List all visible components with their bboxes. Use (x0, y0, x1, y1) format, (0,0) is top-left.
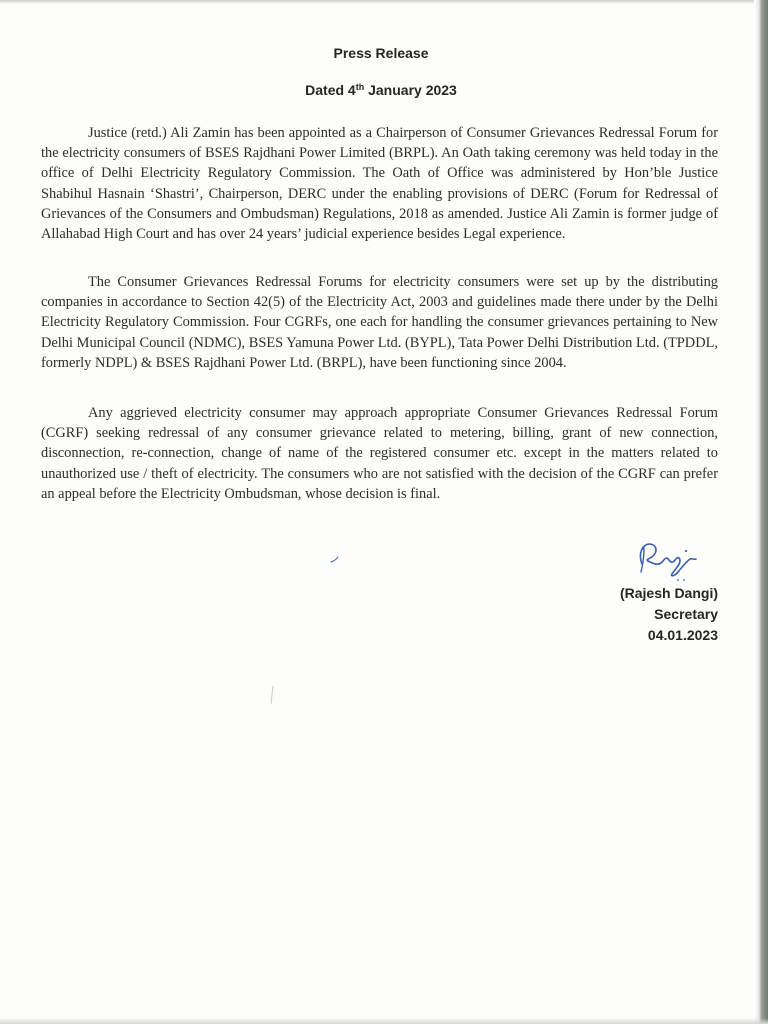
date-prefix: Dated 4 (305, 82, 356, 98)
scan-speck-mark (328, 552, 342, 566)
handwritten-signature (628, 534, 712, 584)
signatory-name: (Rajesh Dangi) (619, 585, 718, 601)
scan-speck-line (268, 684, 276, 706)
paragraph-appointment: Justice (retd.) Ali Zamin has been appointed as a Chairperson of Consumer Grievances Redressal Forum for the electricity consumers of BSES Rajdhani Power Limited (BRPL). An Oath taking ceremony was held today in the office of Delhi Electricity Regulatory Commission. The Oath of Office was administered by Hon’ble Justice Shabihul Hasnain ‘Shastri’, Chairperson, DERC under the enabling provisions of DERC (Forum for Redressal of Grievances of the Consumers and Ombudsman) Regulations, 2018 as amended. Justice Ali Zamin is former judge of Allahabad High Court and has over 24 years’ judicial experience besides Legal experience. (41, 125, 718, 243)
signatory-designation: Secretary (654, 606, 718, 622)
scan-edge-bottom (0, 1018, 768, 1024)
document-title: Press Release (333, 45, 429, 61)
scan-edge-top (0, 0, 768, 4)
signatory-date: 04.01.2023 (647, 627, 718, 643)
date-suffix: January 2023 (364, 82, 457, 98)
scan-edge-right (754, 0, 768, 1024)
document-date (0, 82, 762, 98)
paragraph-cgrf-background: The Consumer Grievances Redressal Forums for electricity consumers were set up by the distributing companies in accordance to Section 42(5) of the Electricity Act, 2003 and guidelines made there under by the Delhi Electricity Regulatory Commission. Four CGRFs, one each for handling the consumer grievances pertaining to New Delhi Municipal Council (NDMC), BSES Yamuna Power Ltd. (BYPL), Tata Power Delhi Distribution Ltd. (TPDDL, formerly NDPL) & BSES Rajdhani Power Ltd. (BRPL), have been functioning since 2004. (41, 274, 718, 371)
date-ordinal-suffix: th (355, 82, 365, 92)
paragraph-grievance-procedure: Any aggrieved electricity consumer may approach appropriate Consumer Grievances Redressal Forum (CGRF) seeking redressal of any consumer grievance related to metering, billing, grant of new connection, disconnection, re-connection, change of name of the registered consumer etc. except in the matters related to unauthorized use / theft of electricity. The consumers who are not satisfied with the decision of the CGRF can prefer an appeal before the Electricity Ombudsman, whose decision is final. (41, 405, 718, 502)
signatory-block (620, 583, 718, 646)
